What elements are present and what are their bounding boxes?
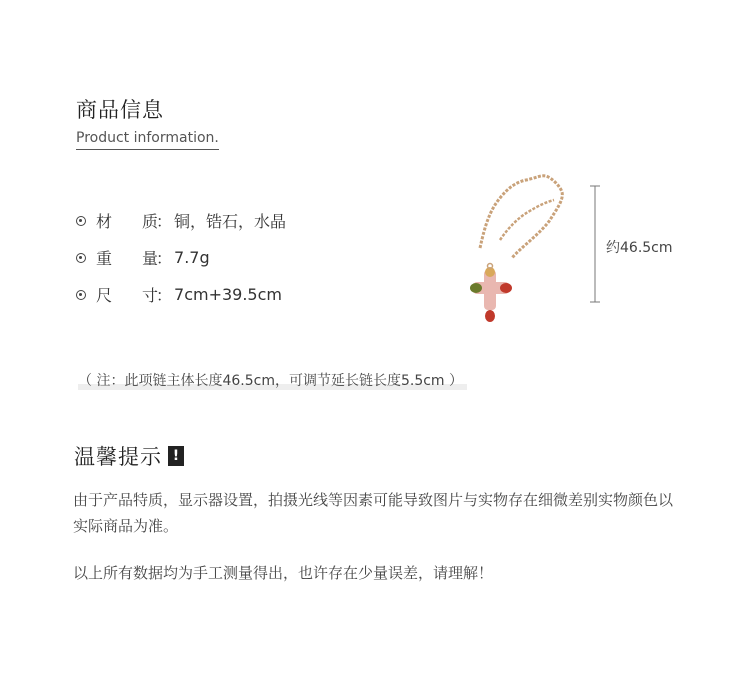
spec-key-2: 质 <box>142 212 159 231</box>
section-title: 商品信息 <box>76 98 164 122</box>
tips-paragraph-1: 由于产品特质，显示器设置，拍摄光线等因素可能导致图片与实物存在细微差别实物颜色以实际商品为准。 <box>73 491 674 535</box>
bullet-icon <box>76 253 86 263</box>
spec-value: 7cm+39.5cm <box>174 285 282 304</box>
spec-key-1: 尺 <box>96 286 113 305</box>
spec-value: 铜，锆石，水晶 <box>174 212 287 231</box>
spec-size <box>76 283 282 306</box>
tips-title-text: 温馨提示 <box>74 445 162 469</box>
spec-value: 7.7g <box>174 248 210 267</box>
spec-key-1: 重 <box>96 249 113 268</box>
gem-bottom <box>485 310 495 322</box>
bail <box>488 264 493 269</box>
gem-left <box>470 283 482 293</box>
section-subtitle: Product information. <box>76 130 219 150</box>
tips-title <box>74 441 184 471</box>
spec-key-1: 材 <box>96 212 113 231</box>
bullet-icon <box>76 290 86 300</box>
spec-weight <box>76 246 210 269</box>
spec-colon: ： <box>156 249 173 268</box>
spec-colon: ： <box>156 212 173 231</box>
gem-right <box>500 283 512 293</box>
tips-paragraph-2: 以上所有数据均为手工测量得出，也许存在少量误差，请理解！ <box>73 564 494 582</box>
length-note: （ 注：此项链主体长度46.5cm，可调节延长链长度5.5cm ） <box>78 370 467 390</box>
chain-left <box>480 176 562 258</box>
cross-pendant <box>470 264 512 323</box>
dimension-label: 约46.5cm <box>606 240 673 256</box>
spec-key-2: 寸 <box>142 286 159 305</box>
chain-right <box>500 200 554 240</box>
spec-colon: ： <box>156 286 173 305</box>
exclamation-icon: ! <box>168 446 184 466</box>
dimension-line <box>590 186 600 302</box>
necklace-image <box>460 170 610 330</box>
spec-material <box>76 209 286 232</box>
spec-key-2: 量 <box>142 249 159 268</box>
bullet-icon <box>76 216 86 226</box>
